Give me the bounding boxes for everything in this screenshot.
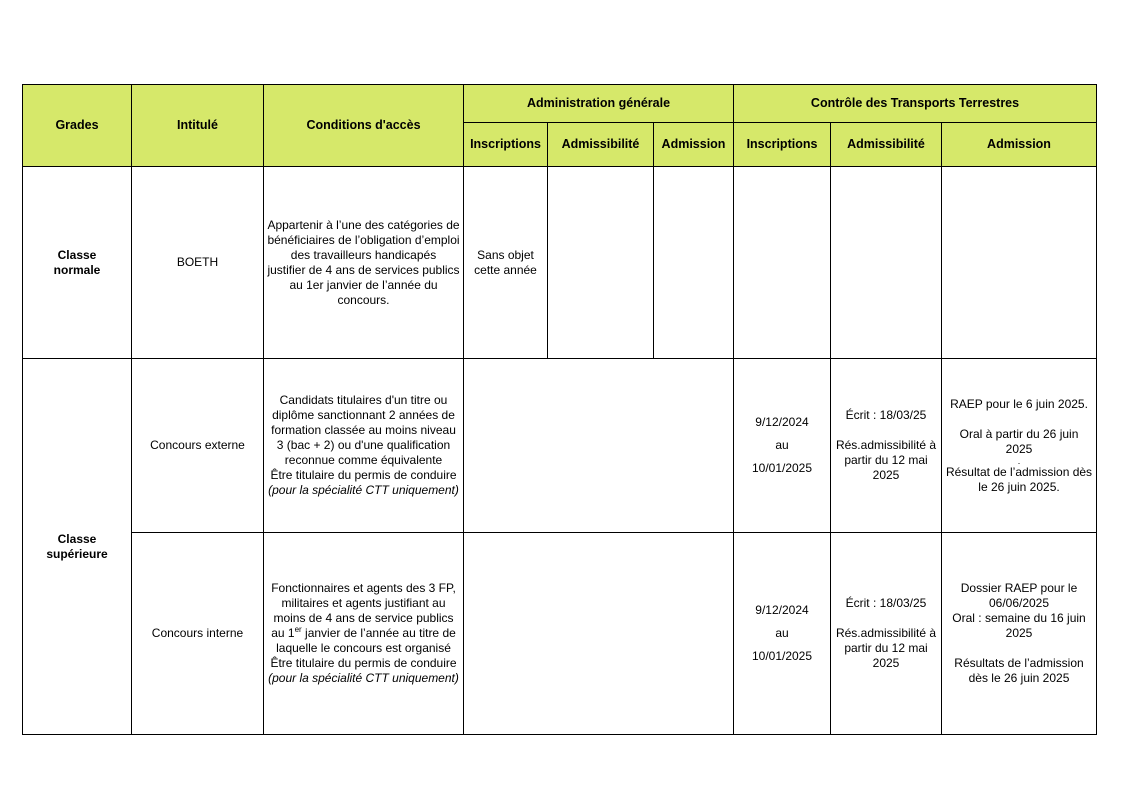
- conditions-cell: [264, 533, 464, 735]
- grade-label-line2: normale: [53, 262, 101, 277]
- condition-note: (pour la spécialité CTT uniquement): [268, 671, 459, 685]
- condition-note: (pour la spécialité CTT uniquement): [268, 483, 459, 497]
- header-controle-transports-terrestres: Contrôle des Transports Terrestres: [734, 85, 1097, 123]
- header-grades: Grades: [23, 85, 132, 167]
- header-conditions: Conditions d'accès: [264, 85, 464, 167]
- table-row: [23, 167, 1097, 359]
- oral-date: Oral à partir du 26 juin 2025: [959, 426, 1079, 456]
- ctt-inscriptions-cell: [734, 533, 831, 735]
- resultat-admissibilite: Rés.admissibilité à partir du 12 mai 2025: [835, 438, 937, 482]
- ctt-empty-cell: [734, 167, 1097, 359]
- resultat-admission: Résultat de l’admission dès le 26 juin 2025.: [945, 464, 1093, 494]
- ctt-admission-cell: [942, 359, 1097, 533]
- ctt-admissibilite-cell: [831, 359, 942, 533]
- sans-objet-line1: Sans objet: [477, 247, 534, 262]
- ag-empty-cell: [464, 359, 734, 533]
- conditions-cell: [264, 167, 464, 359]
- oral-date: Oral : semaine du 16 juin 2025: [952, 611, 1086, 640]
- table-row: [23, 359, 1097, 533]
- grade-label-line1: Classe: [57, 247, 97, 262]
- intitule-cell: Concours interne: [132, 533, 264, 735]
- conditions-cell: [264, 359, 464, 533]
- intitule-cell: BOETH: [132, 167, 264, 359]
- ctt-admission-cell: [942, 533, 1097, 735]
- raep-date: Dossier RAEP pour le 06/06/2025: [960, 581, 1078, 610]
- ag-empty-cell: [464, 533, 734, 735]
- dot-mark: .: [1017, 455, 1021, 466]
- header-administration-generale: Administration générale: [464, 85, 734, 123]
- header-ag-admissibilite: Admissibilité: [548, 123, 654, 167]
- header-intitule: Intitulé: [132, 85, 264, 167]
- date-start: 9/12/2024: [755, 415, 809, 429]
- ag-admission-cell: [654, 167, 734, 359]
- header-ag-admission: Admission: [654, 123, 734, 167]
- date-end: 10/01/2025: [751, 461, 813, 475]
- concours-table: [22, 84, 1097, 735]
- grade-cell: [23, 167, 132, 359]
- date-end: 10/01/2025: [751, 649, 813, 663]
- date-au: au: [775, 626, 789, 640]
- ecrit-date: Écrit : 18/03/25: [845, 596, 927, 610]
- condition-text: justifier de 4 ans de services publics au 1er janvier de l’année du concours.: [267, 262, 460, 307]
- header-ctt-admissibilite: Admissibilité: [831, 123, 942, 167]
- date-au: au: [775, 438, 789, 452]
- resultat-admissibilite: Rés.admissibilité à partir du 12 mai 2025: [835, 626, 937, 670]
- date-start: 9/12/2024: [755, 603, 809, 617]
- grade-label-line2: supérieure: [46, 546, 108, 561]
- condition-text: Être titulaire du permis de conduire: [270, 656, 457, 670]
- grade-label-line1: Classe: [57, 531, 97, 546]
- intitule-cell: Concours externe: [132, 359, 264, 533]
- sans-objet-line2: cette année: [474, 262, 537, 277]
- header-ag-inscriptions: Inscriptions: [464, 123, 548, 167]
- ag-admissibilite-cell: [548, 167, 654, 359]
- condition-text: Candidats titulaires d'un titre ou diplôme sanctionnant 2 années de formation classée au moins niveau 3 (bac + 2) ou d'une qualification reconnue comme équivalente: [271, 393, 456, 467]
- ag-inscriptions-cell: [464, 167, 548, 359]
- ctt-admissibilite-cell: [831, 533, 942, 735]
- ctt-inscriptions-cell: [734, 359, 831, 533]
- ecrit-date: Écrit : 18/03/25: [845, 408, 927, 422]
- condition-text: Être titulaire du permis de conduire: [270, 468, 457, 482]
- column-divider: [941, 167, 942, 358]
- table-row: [23, 533, 1097, 735]
- condition-text: Appartenir à l’une des catégories de bénéficiaires de l’obligation d’emploi des travailleurs handicapés: [267, 217, 460, 262]
- raep-date: RAEP pour le 6 juin 2025.: [950, 396, 1088, 411]
- header-ctt-inscriptions: Inscriptions: [734, 123, 831, 167]
- resultat-admission: Résultats de l’admission dès le 26 juin 2025: [954, 656, 1084, 685]
- column-divider: [830, 167, 831, 358]
- header-ctt-admission: Admission: [942, 123, 1097, 167]
- condition-text: Fonctionnaires et agents des 3 FP, militaires et agents justifiant au moins de 4 ans de service publics au 1er janvier de l’année au titre de laquelle le concours est organisé: [271, 581, 456, 655]
- grade-cell: [23, 359, 132, 735]
